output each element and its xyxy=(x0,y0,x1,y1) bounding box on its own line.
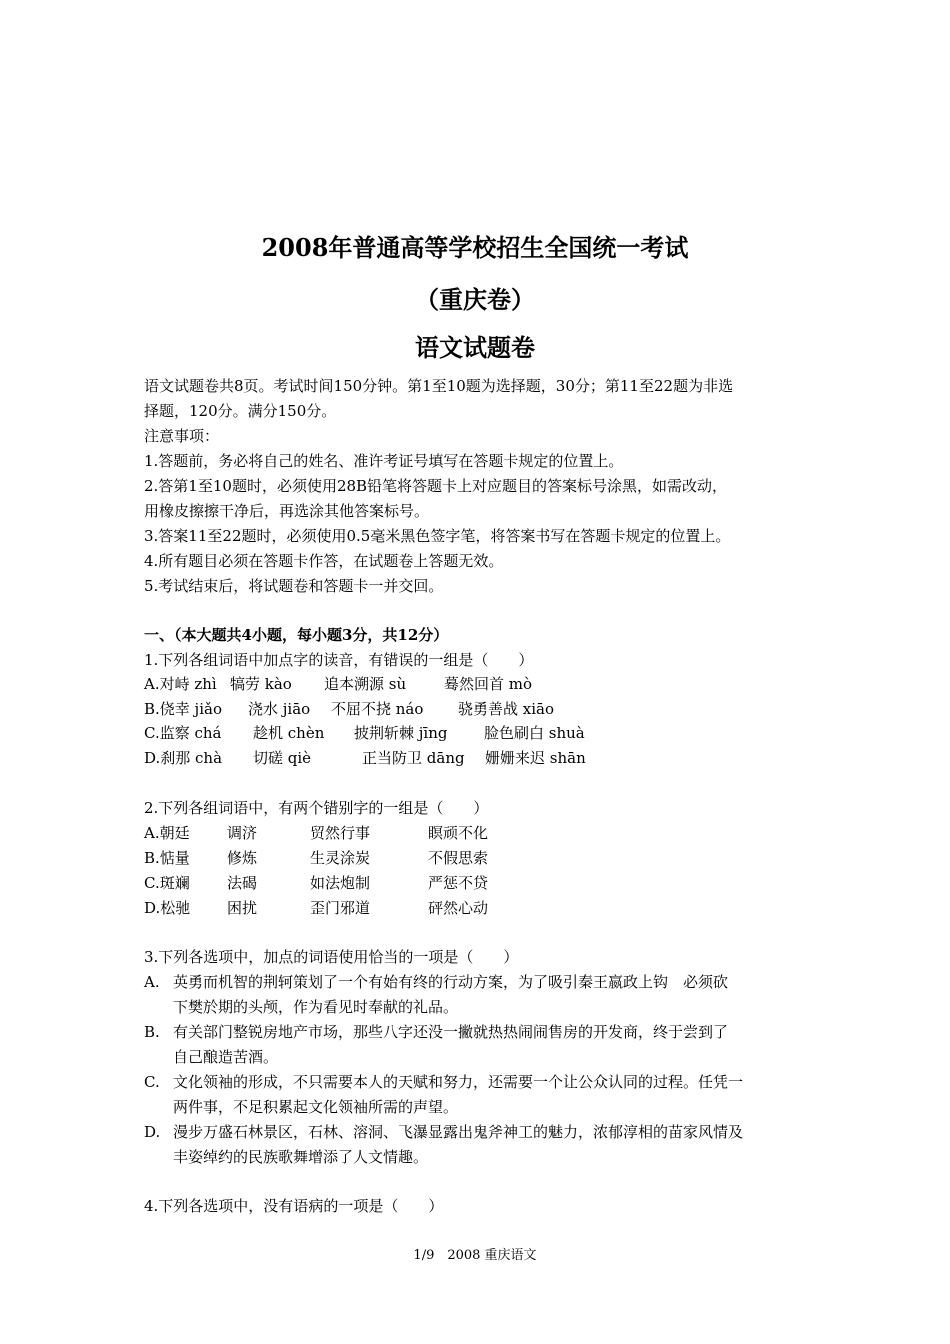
notice-item: 2.答第1至10题时，必须使用28B铅笔将答题卡上对应题目的答案标号涂黑，如需改动， xyxy=(144,477,728,495)
section-heading: 一、（本大题共4小题，每小题3分，共12分） xyxy=(144,626,449,644)
q2-option-a-4: 瞑顽不化 xyxy=(428,824,489,842)
q2-option-c-4: 严惩不贷 xyxy=(428,874,489,892)
q3-option-d-text: 漫步万盛石林景区，石林、溶洞、飞瀑显露出鬼斧神工的魅力，浓郁淳相的苗家风情及 xyxy=(173,1123,744,1141)
q2-option-b-3: 生灵涂炭 xyxy=(310,849,371,867)
q3-option-d-text: 丰姿绰约的民族歌舞增添了人文情趣。 xyxy=(173,1148,429,1166)
q1-option-d-2: 切磋 qiè xyxy=(253,749,312,767)
q2-option-d-2: 困扰 xyxy=(227,899,258,917)
q1-option-a-1: A.对峙 zhì xyxy=(144,675,217,693)
q2-option-c-3: 如法炮制 xyxy=(310,874,371,892)
q2-option-a-1: A.朝廷 xyxy=(144,824,190,842)
exam-region: （重庆卷） xyxy=(415,285,535,314)
question-2-stem: 2.下列各组词语中，有两个错别字的一组是（ ） xyxy=(144,799,489,817)
notice-item: 4.所有题目必须在答题卡作答，在试题卷上答题无效。 xyxy=(144,552,504,570)
q3-option-b-label: B. xyxy=(144,1023,160,1041)
q1-option-c-1: C.监察 chá xyxy=(144,724,222,742)
q2-option-b-2: 修炼 xyxy=(227,849,258,867)
notice-item: 3.答案11至22题时，必须使用0.5毫米黑色签字笔，将答案书写在答题卡规定的位置上。 xyxy=(144,527,731,545)
q3-option-b-text: 有关部门整锐房地产市场，那些八字还没一撇就热热闹闹售房的开发商，终于尝到了 xyxy=(173,1023,729,1041)
q2-option-d-3: 歪门邪道 xyxy=(310,899,371,917)
q1-option-c-2: 趁机 chèn xyxy=(253,724,325,742)
q1-option-b-1: B.侥幸 jiǎo xyxy=(144,700,222,718)
question-1-stem: 1.下列各组词语中加点字的读音，有错误的一组是（ ） xyxy=(144,651,534,669)
q3-option-a-text: 英勇而机智的荆轲策划了一个有始有终的行动方案，为了吸引秦王嬴政上钩 必须砍 xyxy=(173,973,729,991)
q2-option-c-1: C.斑斓 xyxy=(144,874,190,892)
q1-option-a-2: 犒劳 kào xyxy=(230,675,292,693)
intro-line: 语文试题卷共8页。考试时间150分钟。第1至10题为选择题，30分；第11至22题为非选 xyxy=(144,377,734,395)
intro-line: 择题，120分。满分150分。 xyxy=(144,402,337,420)
q3-option-c-text: 文化领袖的形成，不只需要本人的天赋和努力，还需要一个让公众认同的过程。任凭一 xyxy=(173,1073,744,1091)
q1-option-c-3: 披荆斩棘 jīng xyxy=(354,724,448,742)
q3-option-d-label: D. xyxy=(144,1123,161,1141)
exam-title: 2008年普通高等学校招生全国统一考试 xyxy=(261,233,689,262)
q1-option-a-4: 蓦然回首 mò xyxy=(444,675,533,693)
q3-option-a-label: A. xyxy=(144,973,160,991)
q1-option-b-4: 骁勇善战 xiāo xyxy=(458,700,554,718)
notice-item: 5.考试结束后，将试题卷和答题卡一并交回。 xyxy=(144,577,444,595)
notice-heading: 注意事项： xyxy=(144,427,220,445)
q2-option-a-2: 调济 xyxy=(227,824,258,842)
q1-option-d-4: 姗姗来迟 shān xyxy=(485,749,586,767)
q2-option-b-1: B.惦量 xyxy=(144,849,190,867)
q1-option-d-1: D.刹那 chà xyxy=(144,749,223,767)
q1-option-c-4: 脸色刷白 shuà xyxy=(484,724,585,742)
page-footer: 1/9 2008 重庆语文 xyxy=(413,1248,537,1263)
q2-option-a-3: 贸然行事 xyxy=(310,824,371,842)
question-3-stem: 3.下列各选项中，加点的词语使用恰当的一项是（ ） xyxy=(144,948,519,966)
paper-name: 语文试题卷 xyxy=(415,333,535,362)
q2-option-b-4: 不假思索 xyxy=(428,849,489,867)
q3-option-a-text: 下樊於期的头颅，作为看见时奉献的礼品。 xyxy=(173,998,459,1016)
q2-option-d-4: 砰然心动 xyxy=(428,899,489,917)
q1-option-b-2: 浇水 jiāo xyxy=(248,700,311,718)
question-4-stem: 4.下列各选项中，没有语病的一项是（ ） xyxy=(144,1197,444,1215)
notice-item: 用橡皮擦擦干净后，再选涂其他答案标号。 xyxy=(144,502,430,520)
q1-option-d-3: 正当防卫 dāng xyxy=(362,749,465,767)
notice-item: 1.答题前，务必将自己的姓名、准许考证号填写在答题卡规定的位置上。 xyxy=(144,452,624,470)
q1-option-a-3: 追本溯源 sù xyxy=(324,675,407,693)
q3-option-c-label: C. xyxy=(144,1073,160,1091)
q2-option-d-1: D.松驰 xyxy=(144,899,191,917)
q2-option-c-2: 法碣 xyxy=(227,874,258,892)
q1-option-b-3: 不屈不挠 náo xyxy=(331,700,424,718)
q3-option-b-text: 自己酿造苦酒。 xyxy=(173,1048,279,1066)
q3-option-c-text: 两件事，不足积累起文化领袖所需的声望。 xyxy=(173,1098,459,1116)
